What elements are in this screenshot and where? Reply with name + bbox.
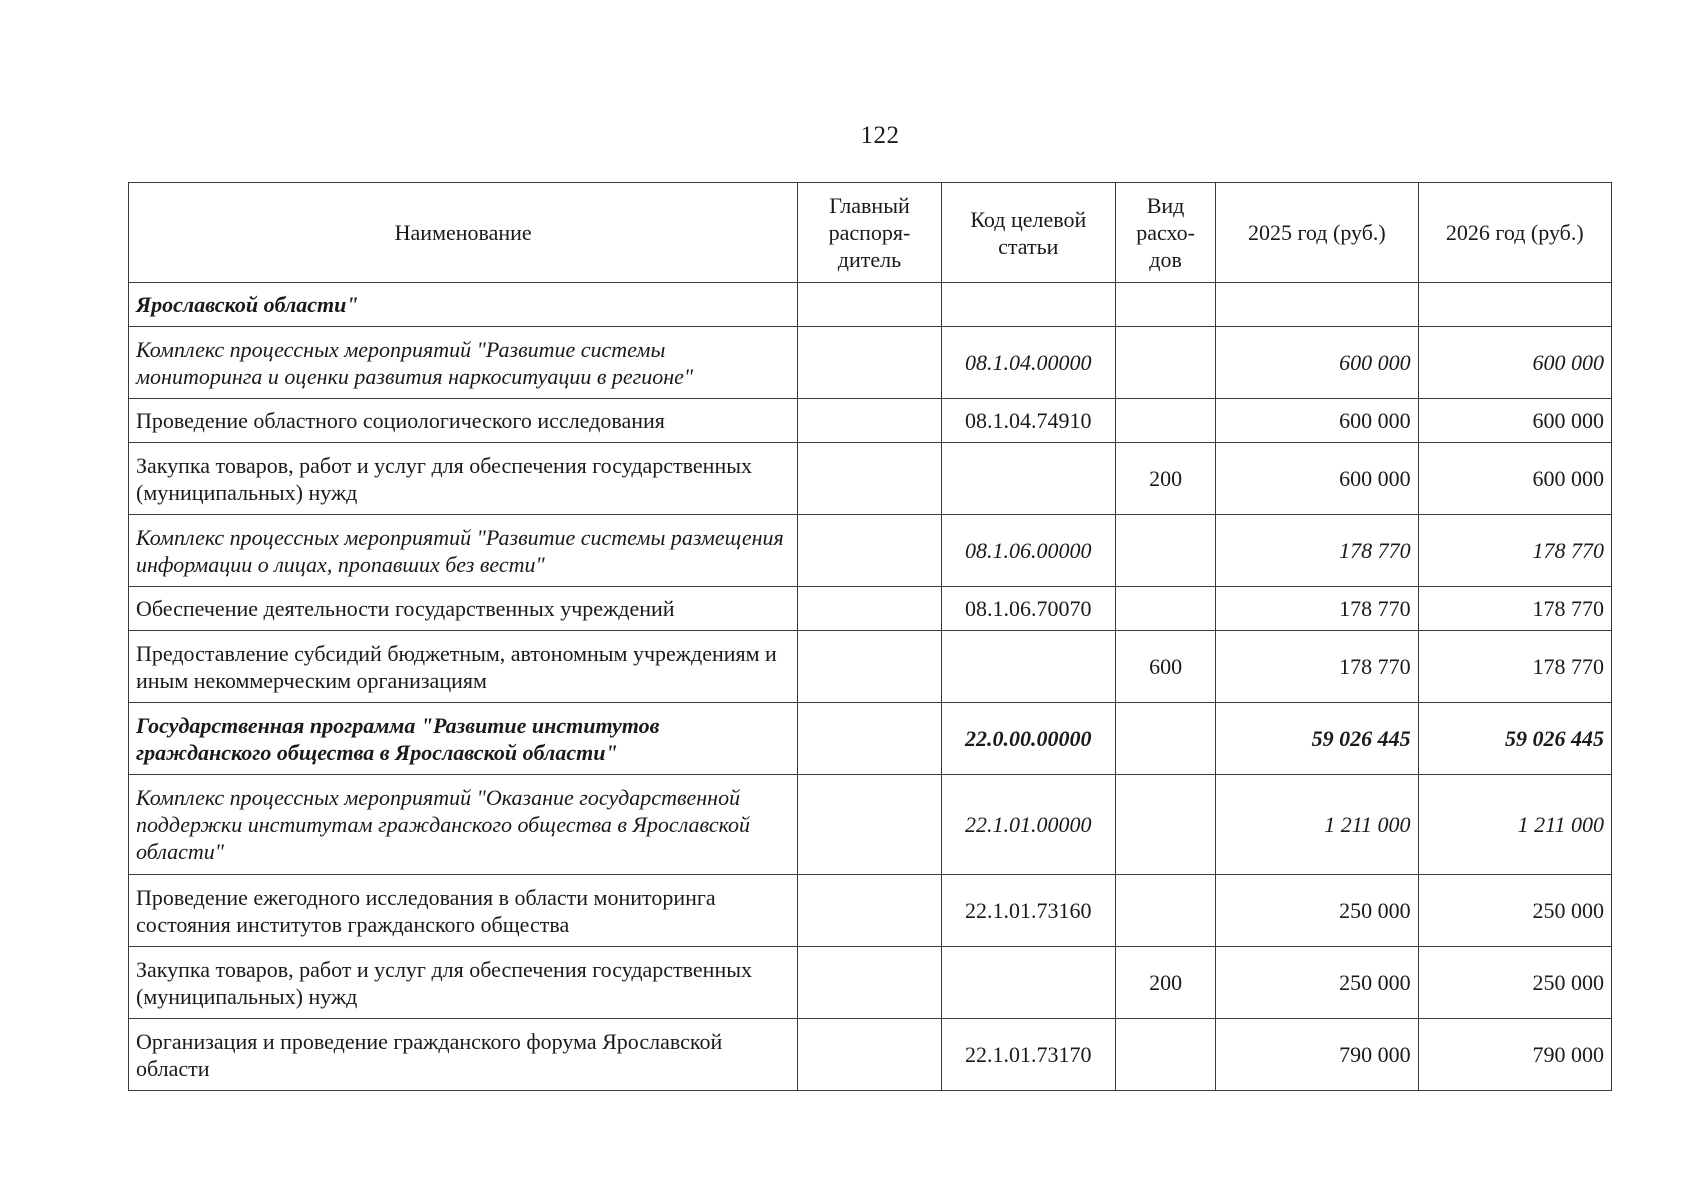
cell-name: Проведение ежегодного исследования в области мониторинга состояния институтов гражданского общества xyxy=(129,875,798,947)
cell-manager xyxy=(798,875,941,947)
cell-year-2025: 790 000 xyxy=(1216,1019,1418,1091)
cell-code: 22.1.01.73170 xyxy=(941,1019,1115,1091)
header-code: Код целевой статьи xyxy=(941,183,1115,283)
cell-code xyxy=(941,443,1115,515)
cell-code xyxy=(941,631,1115,703)
cell-year-2026: 790 000 xyxy=(1418,1019,1611,1091)
cell-year-2025: 600 000 xyxy=(1216,443,1418,515)
cell-year-2026: 178 770 xyxy=(1418,587,1611,631)
cell-year-2026: 250 000 xyxy=(1418,947,1611,1019)
cell-manager xyxy=(798,283,941,327)
cell-manager xyxy=(798,703,941,775)
cell-name: Обеспечение деятельности государственных учреждений xyxy=(129,587,798,631)
cell-kind xyxy=(1115,399,1215,443)
cell-year-2025: 59 026 445 xyxy=(1216,703,1418,775)
cell-kind: 200 xyxy=(1115,947,1215,1019)
cell-name: Ярославской области" xyxy=(129,283,798,327)
cell-code: 22.1.01.00000 xyxy=(941,775,1115,875)
cell-manager xyxy=(798,1019,941,1091)
cell-kind xyxy=(1115,875,1215,947)
cell-year-2026: 1 211 000 xyxy=(1418,775,1611,875)
cell-year-2026: 600 000 xyxy=(1418,327,1611,399)
table-row xyxy=(129,515,1612,587)
cell-manager xyxy=(798,327,941,399)
cell-manager xyxy=(798,775,941,875)
cell-name: Предоставление субсидий бюджетным, автономным учреждениям и иным некоммерческим организациям xyxy=(129,631,798,703)
cell-year-2025: 600 000 xyxy=(1216,399,1418,443)
cell-year-2025: 600 000 xyxy=(1216,327,1418,399)
cell-code: 08.1.06.70070 xyxy=(941,587,1115,631)
cell-kind xyxy=(1115,283,1215,327)
budget-table xyxy=(128,182,1612,1091)
cell-year-2026: 178 770 xyxy=(1418,515,1611,587)
cell-code xyxy=(941,947,1115,1019)
cell-kind xyxy=(1115,703,1215,775)
cell-kind: 600 xyxy=(1115,631,1215,703)
cell-manager xyxy=(798,515,941,587)
header-year-2025: 2025 год (руб.) xyxy=(1216,183,1418,283)
cell-year-2026: 59 026 445 xyxy=(1418,703,1611,775)
header-kind: Вид расхо-дов xyxy=(1115,183,1215,283)
cell-kind xyxy=(1115,327,1215,399)
table-row xyxy=(129,399,1612,443)
header-year-2026: 2026 год (руб.) xyxy=(1418,183,1611,283)
table-body xyxy=(129,283,1612,1091)
cell-year-2026: 600 000 xyxy=(1418,399,1611,443)
cell-year-2025: 250 000 xyxy=(1216,947,1418,1019)
cell-manager xyxy=(798,443,941,515)
cell-manager xyxy=(798,399,941,443)
cell-kind xyxy=(1115,515,1215,587)
cell-manager xyxy=(798,947,941,1019)
cell-code: 08.1.04.74910 xyxy=(941,399,1115,443)
table-row xyxy=(129,947,1612,1019)
header-manager: Главный распоря-дитель xyxy=(798,183,941,283)
cell-name: Проведение областного социологического исследования xyxy=(129,399,798,443)
cell-name: Государственная программа "Развитие институтов гражданского общества в Ярославской области" xyxy=(129,703,798,775)
cell-year-2026: 600 000 xyxy=(1418,443,1611,515)
header-name: Наименование xyxy=(129,183,798,283)
table-row xyxy=(129,443,1612,515)
table-row xyxy=(129,1019,1612,1091)
table-row xyxy=(129,775,1612,875)
cell-kind xyxy=(1115,1019,1215,1091)
cell-year-2026 xyxy=(1418,283,1611,327)
cell-kind xyxy=(1115,775,1215,875)
cell-year-2025: 178 770 xyxy=(1216,587,1418,631)
cell-code: 22.0.00.00000 xyxy=(941,703,1115,775)
cell-name: Комплекс процессных мероприятий "Развитие системы мониторинга и оценки развития наркоситуации в регионе" xyxy=(129,327,798,399)
cell-name: Закупка товаров, работ и услуг для обеспечения государственных (муниципальных) нужд xyxy=(129,947,798,1019)
cell-year-2026: 250 000 xyxy=(1418,875,1611,947)
cell-year-2026: 178 770 xyxy=(1418,631,1611,703)
cell-year-2025: 1 211 000 xyxy=(1216,775,1418,875)
cell-kind xyxy=(1115,587,1215,631)
cell-year-2025: 178 770 xyxy=(1216,515,1418,587)
table-row xyxy=(129,327,1612,399)
table-row xyxy=(129,587,1612,631)
cell-code xyxy=(941,283,1115,327)
cell-code: 22.1.01.73160 xyxy=(941,875,1115,947)
cell-name: Организация и проведение гражданского форума Ярославской области xyxy=(129,1019,798,1091)
cell-name: Комплекс процессных мероприятий "Оказание государственной поддержки институтам гражданского общества в Ярославской области" xyxy=(129,775,798,875)
cell-manager xyxy=(798,631,941,703)
cell-year-2025 xyxy=(1216,283,1418,327)
cell-kind: 200 xyxy=(1115,443,1215,515)
table-row xyxy=(129,875,1612,947)
table-row xyxy=(129,631,1612,703)
table-row xyxy=(129,283,1612,327)
cell-manager xyxy=(798,587,941,631)
table-row xyxy=(129,703,1612,775)
cell-year-2025: 250 000 xyxy=(1216,875,1418,947)
cell-year-2025: 178 770 xyxy=(1216,631,1418,703)
table-header-row xyxy=(129,183,1612,283)
cell-name: Комплекс процессных мероприятий "Развитие системы размещения информации о лицах, пропавших без вести" xyxy=(129,515,798,587)
page-number: 122 xyxy=(860,122,900,149)
cell-name: Закупка товаров, работ и услуг для обеспечения государственных (муниципальных) нужд xyxy=(129,443,798,515)
cell-code: 08.1.04.00000 xyxy=(941,327,1115,399)
cell-code: 08.1.06.00000 xyxy=(941,515,1115,587)
